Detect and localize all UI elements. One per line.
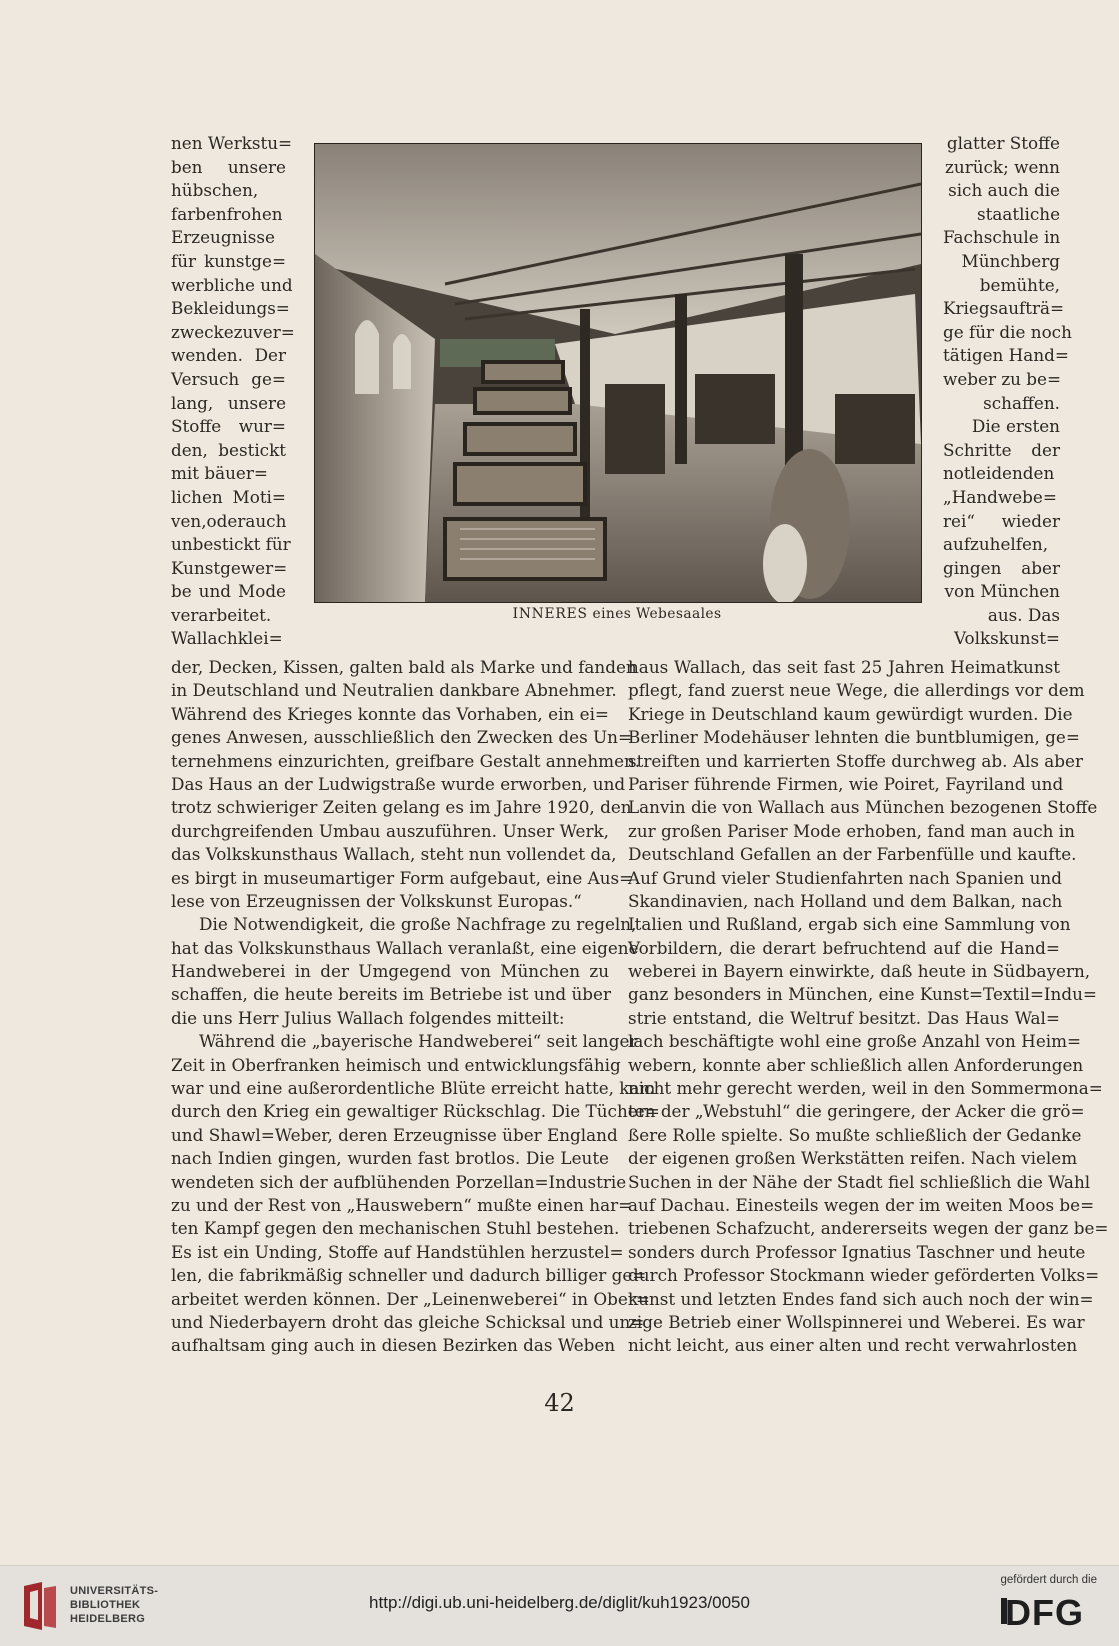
text-line: auf Dachau. Einesteils wegen der im weiten Moos be= — [628, 1194, 1095, 1215]
institution-line: UNIVERSITÄTS- — [70, 1585, 159, 1597]
viewer-footer — [0, 1565, 1119, 1646]
text-line: ßere Rolle spielte. So mußte schließlich der Gedanke — [628, 1124, 1082, 1145]
text-line: „Handwebe= — [943, 486, 1057, 507]
text-line: Skandinavien, nach Holland und dem Balkan, nach — [628, 890, 1063, 911]
caption-rest: eines Webesaales — [587, 606, 722, 622]
text-line: hübschen, — [171, 180, 259, 201]
text-line: Es ist ein Unding, Stoffe auf Handstühlen herzustel= — [171, 1241, 624, 1262]
text-line: Wallachklei= — [171, 628, 283, 649]
text-line: lach beschäftigte wohl eine große Anzahl von Heim= — [628, 1031, 1082, 1052]
text-line: streiften und karrierten Stoffe durchweg ab. Als aber — [628, 750, 1083, 771]
text-line: zige Betrieb einer Wollspinnerei und Weberei. Es war — [628, 1311, 1085, 1332]
text-line: durch Professor Stockmann wieder geförderten Volks= — [628, 1265, 1100, 1286]
text-line: wenden. Der — [171, 345, 286, 366]
left-column-text — [171, 656, 660, 1358]
text-line: Erzeugnisse — [171, 227, 275, 248]
text-line: Münchberg — [961, 250, 1060, 271]
text-line: tätigen Hand= — [943, 345, 1069, 366]
text-line: glatter Stoffe — [946, 133, 1060, 153]
text-line: von München — [944, 581, 1060, 602]
text-line: schaffen. — [983, 392, 1060, 413]
text-line: rei“ wieder — [943, 510, 1060, 531]
text-line: und Niederbayern droht das gleiche Schicksal und un= — [171, 1311, 645, 1332]
text-line: schaffen, die heute bereits im Betriebe ist und über — [171, 984, 611, 1005]
permalink-url[interactable]: http://digi.ub.uni-heidelberg.de/diglit/kuh1923/0050 — [369, 1593, 750, 1612]
left-narrow-text — [171, 132, 295, 651]
text-line: Kunstgewer= — [171, 557, 288, 578]
text-line: haus Wallach, das seit fast 25 Jahren Heimatkunst — [628, 657, 1060, 677]
text-line: Schritte der — [943, 439, 1060, 460]
text-line: bemühte, — [979, 274, 1060, 295]
text-line: ten der „Webstuhl“ die geringere, der Acker die grö= — [628, 1101, 1085, 1122]
text-line: wendeten sich der aufblühenden Porzellan=Industrie — [171, 1171, 627, 1192]
text-line: den, bestickt — [171, 439, 286, 460]
dfg-logo-text: DFG — [1005, 1592, 1084, 1630]
text-line: sich auch die — [948, 180, 1060, 201]
caption-caps: INNERES — [512, 606, 588, 622]
text-line: nen Werkstu= — [171, 133, 293, 153]
text-line: durch den Krieg ein gewaltiger Rückschlag. Die Tücher= — [171, 1101, 660, 1122]
text-line: ben unsere — [171, 156, 286, 177]
weaving-hall-photo — [314, 143, 922, 603]
text-line: triebenen Schafzucht, andererseits wegen der ganz be= — [628, 1218, 1109, 1239]
dfg-logo-icon — [1001, 1592, 1097, 1630]
text-line: ven,oderauch — [171, 510, 287, 531]
text-line: verarbeitet. — [171, 604, 272, 625]
right-column-text — [628, 656, 1109, 1358]
text-line: Während die „bayerische Handweberei“ seit langer — [199, 1031, 638, 1052]
loom-room-illustration — [315, 144, 921, 602]
text-line: Deutschland Gefallen an der Farbenfülle und kaufte. — [628, 844, 1077, 865]
text-line: aufhaltsam ging auch in diesen Bezirken das Weben — [171, 1335, 616, 1356]
text-line: Auf Grund vieler Studienfahrten nach Spanien und — [628, 867, 1062, 888]
text-line: lang, unsere — [171, 392, 286, 413]
photo-caption — [314, 606, 920, 622]
text-line: gingen aber — [943, 557, 1060, 578]
text-line: aufzuhelfen, — [943, 534, 1049, 555]
text-line: unbestickt für — [171, 534, 291, 555]
text-line: zur großen Pariser Mode erhoben, fand man auch in — [628, 820, 1075, 841]
text-line: Lanvin die von Wallach aus München bezogenen Stoffe — [628, 797, 1098, 818]
text-line: Vorbildern, die derart befruchtend auf die Hand= — [628, 937, 1060, 958]
text-line: sonders durch Professor Ignatius Taschner und heute — [628, 1241, 1086, 1262]
text-line: zurück; wenn — [945, 156, 1060, 177]
text-line: ten Kampf gegen den mechanischen Stuhl bestehen. — [171, 1218, 620, 1239]
text-line: Volkskunst= — [953, 628, 1060, 649]
right-narrow-text — [943, 132, 1072, 651]
text-line: und Shawl=Weber, deren Erzeugnisse über England — [171, 1124, 618, 1145]
text-line: es birgt in museumartiger Form aufgebaut, eine Aus= — [171, 867, 634, 888]
text-line: durchgreifenden Umbau auszuführen. Unser Werk, — [171, 820, 609, 841]
text-line: nicht mehr gerecht werden, weil in den Sommermona= — [628, 1078, 1103, 1099]
text-line: Kriege in Deutschland kaum gewürdigt wurden. Die — [628, 703, 1073, 724]
text-line: Suchen in der Nähe der Stadt fiel schließlich die Wahl — [628, 1171, 1091, 1192]
text-line: pflegt, fand zuerst neue Wege, die allerdings vor dem — [628, 680, 1085, 701]
text-line: Zeit in Oberfranken heimisch und entwicklungsfähig — [171, 1054, 621, 1075]
text-line: trotz schwieriger Zeiten gelang es im Jahre 1920, den — [171, 797, 632, 818]
text-line: die uns Herr Julius Wallach folgendes mitteilt: — [171, 1007, 565, 1028]
text-line: Bekleidungs= — [171, 298, 290, 319]
text-line: notleidenden — [943, 463, 1055, 484]
text-line: len, die fabrikmäßig schneller und dadurch billiger ge= — [171, 1265, 647, 1286]
text-line: Die ersten — [971, 416, 1060, 437]
text-line: der eigenen großen Werkstätten reifen. Nach vielem — [628, 1148, 1078, 1169]
text-line: Berliner Modehäuser lehnten die buntblumigen, ge= — [628, 727, 1080, 748]
text-line: weberei in Bayern einwirkte, daß heute in Südbayern, — [628, 961, 1091, 982]
text-line: in Deutschland und Neutralien dankbare Abnehmer. — [171, 680, 617, 701]
text-line: zweckezuver= — [171, 321, 295, 342]
text-line: kunst und letzten Endes fand sich auch noch der win= — [628, 1288, 1094, 1309]
text-line: lese von Erzeugnissen der Volkskunst Europas.“ — [171, 890, 582, 911]
text-line: nach Indien gingen, wurden fast brotlos. Die Leute — [171, 1148, 609, 1169]
text-line: aus. Das — [987, 604, 1060, 625]
text-line: Versuch ge= — [171, 368, 286, 389]
text-line: war und eine außerordentliche Blüte erreicht hatte, kam — [171, 1078, 656, 1099]
text-line: arbeitet werden können. Der „Leinenweberei“ in Ober= — [171, 1288, 650, 1309]
text-line: ganz besonders in München, eine Kunst=Textil=Indu= — [628, 984, 1097, 1005]
text-line: Die Notwendigkeit, die große Nachfrage zu regeln, — [199, 914, 637, 935]
text-line: werbliche und — [171, 274, 293, 295]
text-line: ge für die noch — [943, 321, 1072, 342]
text-line: genes Anwesen, ausschließlich den Zwecken des Un= — [171, 727, 633, 748]
text-line: das Volkskunsthaus Wallach, steht nun vollendet da, — [171, 844, 617, 865]
text-line: webern, konnte aber schließlich allen Anforderungen — [628, 1054, 1084, 1075]
text-line: Während des Krieges konnte das Vorhaben, ein ei= — [171, 703, 609, 724]
text-line: strie entstand, die Weltruf besitzt. Das Haus Wal= — [628, 1007, 1060, 1028]
text-line: ternehmens einzurichten, greifbare Gestalt annehmen. — [171, 750, 641, 771]
text-line: der, Decken, Kissen, galten bald als Marke und fanden — [171, 657, 637, 677]
sponsor-block — [977, 1574, 1097, 1630]
text-line: zu und der Rest von „Hauswebern“ mußte einen har= — [171, 1194, 633, 1215]
text-line: nicht leicht, aus einer alten und recht verwahrlosten — [628, 1335, 1078, 1356]
text-line: be und Mode — [171, 581, 286, 602]
text-line: hat das Volkskunsthaus Wallach veranlaßt, eine eigene — [171, 937, 639, 958]
text-line: Kriegsaufträ= — [943, 298, 1065, 319]
text-line: Pariser führende Firmen, wie Poiret, Fayriland und — [628, 773, 1064, 794]
institution-line: BIBLIOTHEK — [70, 1599, 141, 1611]
page-number: 42 — [544, 1389, 575, 1417]
text-line: weber zu be= — [943, 368, 1062, 389]
text-line: Italien und Rußland, ergab sich eine Sammlung von — [628, 914, 1071, 935]
text-line: staatliche — [977, 203, 1060, 224]
text-line: Handweberei in der Umgegend von München zu — [171, 961, 609, 982]
text-line: Fachschule in — [943, 227, 1061, 248]
text-line: Stoffe wur= — [171, 416, 286, 437]
text-line: Das Haus an der Ludwigstraße wurde erworben, und — [171, 773, 626, 794]
sponsor-text: gefördert durch die — [1000, 1574, 1097, 1586]
text-line: lichen Moti= — [171, 486, 286, 507]
institution-line: HEIDELBERG — [70, 1613, 146, 1625]
text-line: für kunstge= — [171, 250, 286, 271]
text-line: farbenfrohen — [171, 203, 283, 224]
text-line: mit bäuer= — [171, 463, 268, 484]
